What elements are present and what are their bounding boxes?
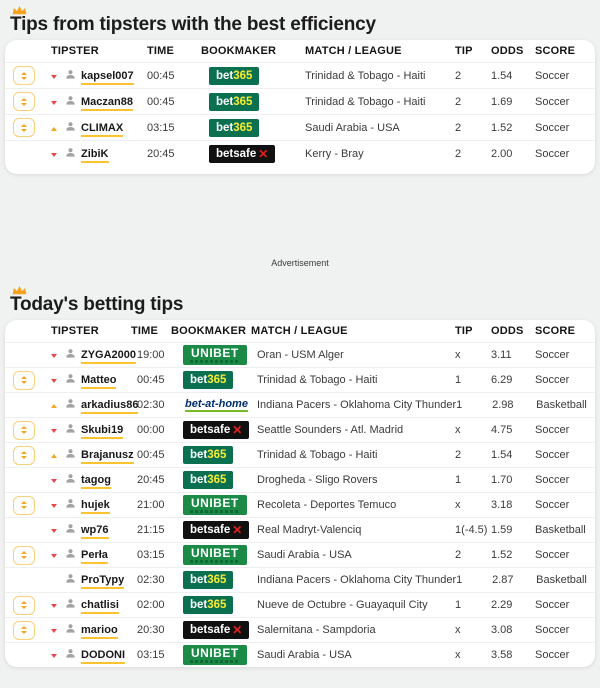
match-time: 20:45 [137, 474, 165, 486]
tip-value: 2 [455, 449, 462, 461]
bookmaker-logo[interactable]: bet 365 [209, 119, 259, 137]
bookmaker-logo[interactable]: UNIBET [183, 345, 247, 365]
tip-value: 2 [455, 69, 462, 82]
trend-icon [51, 479, 57, 483]
bookmaker-logo[interactable]: bet 365 [183, 596, 233, 614]
match-time: 02:30 [137, 399, 165, 411]
bookmaker-logo[interactable]: bet 365 [209, 67, 259, 85]
match-name: Seattle Sounders - Atl. Madrid [257, 424, 404, 436]
bookmaker-logo[interactable]: bet-at-home [185, 398, 248, 410]
col-odds: ODDS [491, 325, 524, 337]
best-section-header [10, 6, 595, 36]
promote-badge[interactable] [13, 421, 35, 440]
match-name: Indiana Pacers - Oklahoma City Thunder [257, 574, 457, 586]
match-name: Recoleta - Deportes Temuco [257, 499, 397, 511]
table-row[interactable] [5, 392, 595, 417]
tip-value: 1 [456, 399, 463, 411]
trend-icon [51, 529, 57, 533]
tipster-link[interactable]: Matteo [81, 374, 116, 389]
match-time: 20:45 [147, 147, 175, 160]
bookmaker-logo[interactable]: UNIBET [183, 495, 247, 515]
today-section-title: Today's betting tips [10, 294, 184, 315]
match-name: Saudi Arabia - USA [257, 649, 352, 661]
col-bookmaker: BOOKMAKER [201, 45, 277, 57]
trend-icon [51, 429, 57, 433]
match-time: 00:45 [147, 69, 175, 82]
match-time: 00:00 [137, 424, 165, 436]
table-row[interactable] [5, 442, 595, 467]
bookmaker-logo[interactable]: UNIBET [183, 645, 247, 665]
tip-value: 1 [455, 474, 462, 486]
match-name: Trinidad & Tobago - Haiti [305, 95, 426, 108]
sport-label: Soccer [535, 349, 570, 361]
match-time: 00:45 [137, 449, 165, 461]
tip-value: x [455, 624, 461, 636]
sport-label: Basketball [536, 574, 587, 586]
match-time: 00:45 [137, 374, 165, 386]
odds-value: 3.08 [491, 624, 513, 636]
tipster-link[interactable]: kapsel007 [81, 70, 134, 85]
sport-label: Basketball [536, 399, 587, 411]
tipster-link[interactable]: arkadius86 [81, 399, 138, 414]
match-time: 03:15 [147, 121, 175, 134]
best-tips-table [5, 40, 595, 174]
bookmaker-logo[interactable]: bet 365 [183, 571, 233, 589]
sport-label: Soccer [535, 599, 570, 611]
user-icon [65, 573, 76, 584]
bookmaker-logo[interactable]: bet 365 [209, 93, 259, 111]
user-icon [65, 648, 76, 659]
col-score: SCORE [535, 325, 576, 337]
match-time: 03:15 [137, 649, 165, 661]
tipster-link[interactable]: Brajanusz [81, 449, 134, 464]
match-name: Nueve de Octubre - Guayaquil City [257, 599, 428, 611]
match-name: Oran - USM Alger [257, 349, 344, 361]
sport-label: Soccer [535, 95, 570, 108]
table-header [5, 40, 595, 62]
promote-badge[interactable] [13, 621, 35, 640]
sport-label: Soccer [535, 449, 570, 461]
sport-label: Soccer [535, 424, 570, 436]
match-time: 00:45 [147, 95, 175, 108]
odds-value: 2.00 [491, 147, 513, 160]
col-tipster: TIPSTER [51, 45, 99, 57]
col-match: MATCH / LEAGUE [251, 325, 348, 337]
table-header [5, 320, 595, 342]
trend-icon [51, 629, 57, 633]
tip-value: 1(-4.5) [455, 524, 488, 536]
odds-value: 2.87 [492, 574, 514, 586]
tipster-link[interactable]: tagog [81, 474, 111, 489]
trend-icon [51, 354, 57, 358]
table-row[interactable] [5, 467, 595, 492]
match-name: Trinidad & Tobago - Haiti [257, 449, 378, 461]
today-tips-table [5, 320, 595, 667]
match-time: 21:15 [137, 524, 165, 536]
col-tipster: TIPSTER [51, 325, 99, 337]
col-tip: TIP [455, 325, 473, 337]
match-name: Drogheda - Sligo Rovers [257, 474, 378, 486]
tip-value: 1 [455, 599, 462, 611]
user-icon [65, 398, 76, 409]
bookmaker-logo[interactable]: betsafe ✕ [183, 521, 249, 539]
sport-label: Soccer [535, 549, 570, 561]
advertisement-label: Advertisement [271, 258, 329, 268]
user-icon [65, 348, 76, 359]
table-row[interactable] [5, 367, 595, 392]
match-time: 19:00 [137, 349, 165, 361]
bookmaker-logo[interactable]: betsafe ✕ [209, 145, 275, 163]
table-row[interactable] [5, 517, 595, 542]
col-time: TIME [147, 45, 175, 57]
trend-icon [51, 101, 57, 105]
bookmaker-logo[interactable]: bet 365 [183, 471, 233, 489]
bookmaker-logo[interactable]: bet 365 [183, 371, 233, 389]
odds-value: 3.11 [491, 349, 512, 361]
today-section-header [10, 286, 595, 316]
sport-label: Soccer [535, 147, 570, 160]
table-row[interactable] [5, 492, 595, 517]
table-row[interactable] [5, 62, 595, 88]
tipster-link[interactable]: chatlisi [81, 599, 119, 614]
match-time: 20:30 [137, 624, 165, 636]
user-icon [65, 147, 76, 158]
tip-value: 2 [455, 147, 462, 160]
odds-value: 1.70 [491, 474, 513, 486]
promote-badge[interactable] [13, 118, 35, 137]
tipster-link[interactable]: Skubi19 [81, 424, 123, 439]
odds-value: 1.52 [491, 121, 513, 134]
tipster-link[interactable]: ZYGA2000 [81, 349, 136, 364]
tip-value: x [455, 349, 461, 361]
user-icon [65, 373, 76, 384]
promote-badge[interactable] [13, 446, 35, 465]
odds-value: 1.69 [491, 95, 513, 108]
tipster-link[interactable]: ZibiK [81, 148, 109, 163]
col-odds: ODDS [491, 45, 524, 57]
sport-label: Soccer [535, 624, 570, 636]
tip-value: 2 [455, 121, 462, 134]
best-section-title: Tips from tipsters with the best efficiency [10, 14, 376, 35]
trend-icon [51, 379, 57, 383]
tip-value: x [455, 499, 461, 511]
odds-value: 1.52 [491, 549, 513, 561]
trend-icon [51, 75, 57, 79]
match-time: 03:15 [137, 549, 165, 561]
tip-value: 2 [455, 95, 462, 108]
match-name: Trinidad & Tobago - Haiti [257, 374, 378, 386]
match-time: 02:00 [137, 599, 165, 611]
odds-value: 1.54 [491, 449, 513, 461]
table-row[interactable] [5, 592, 595, 617]
promote-badge[interactable] [13, 546, 35, 565]
sport-label: Soccer [535, 374, 570, 386]
tip-value: 1 [456, 574, 463, 586]
tip-value: 1 [455, 374, 462, 386]
odds-value: 2.98 [492, 399, 514, 411]
promote-badge[interactable] [13, 66, 35, 85]
odds-value: 3.58 [491, 649, 513, 661]
table-row[interactable] [5, 417, 595, 442]
table-row[interactable] [5, 567, 595, 592]
odds-value: 3.18 [491, 499, 513, 511]
col-match: MATCH / LEAGUE [305, 45, 402, 57]
sport-label: Soccer [535, 474, 570, 486]
col-bookmaker: BOOKMAKER [171, 325, 247, 337]
table-row[interactable] [5, 88, 595, 114]
bookmaker-logo[interactable]: betsafe ✕ [183, 421, 249, 439]
promote-badge[interactable] [13, 496, 35, 515]
table-row[interactable] [5, 642, 595, 667]
match-name: Indiana Pacers - Oklahoma City Thunder [257, 399, 457, 411]
match-name: Salernitana - Sampdoria [257, 624, 376, 636]
user-icon [65, 69, 76, 80]
promote-badge[interactable] [13, 371, 35, 390]
tip-value: x [455, 424, 461, 436]
user-icon [65, 95, 76, 106]
tip-value: 2 [455, 549, 462, 561]
trend-icon [51, 504, 57, 508]
col-tip: TIP [455, 45, 473, 57]
trend-icon [51, 127, 57, 131]
user-icon [65, 498, 76, 509]
table-row[interactable] [5, 114, 595, 140]
table-row[interactable] [5, 342, 595, 367]
col-score: SCORE [535, 45, 576, 57]
user-icon [65, 548, 76, 559]
match-name: Trinidad & Tobago - Haiti [305, 69, 426, 82]
promote-badge[interactable] [13, 596, 35, 615]
tipster-link[interactable]: marioo [81, 624, 118, 639]
bookmaker-logo[interactable]: betsafe ✕ [183, 621, 249, 639]
match-name: Kerry - Bray [305, 147, 364, 160]
sport-label: Soccer [535, 649, 570, 661]
table-row[interactable] [5, 617, 595, 642]
bookmaker-logo[interactable]: bet 365 [183, 446, 233, 464]
promote-badge[interactable] [13, 92, 35, 111]
sport-label: Soccer [535, 121, 570, 134]
odds-value: 1.59 [491, 524, 513, 536]
trend-icon [51, 654, 57, 658]
user-icon [65, 523, 76, 534]
match-name: Saudi Arabia - USA [305, 121, 400, 134]
match-name: Saudi Arabia - USA [257, 549, 352, 561]
sport-label: Soccer [535, 69, 570, 82]
tipster-link[interactable]: wp76 [81, 524, 109, 539]
trend-icon [51, 604, 57, 608]
match-time: 02:30 [137, 574, 165, 586]
user-icon [65, 598, 76, 609]
user-icon [65, 423, 76, 434]
tipster-link[interactable]: ProTypy [81, 574, 124, 589]
trend-icon [51, 554, 57, 558]
tipster-link[interactable]: hujek [81, 499, 110, 514]
trend-icon [51, 404, 57, 408]
tip-value: x [455, 649, 461, 661]
match-time: 21:00 [137, 499, 165, 511]
match-name: Real Madryt-Valenciq [257, 524, 362, 536]
table-row[interactable] [5, 140, 595, 166]
odds-value: 4.75 [491, 424, 513, 436]
user-icon [65, 121, 76, 132]
tipster-link[interactable]: DODONI [81, 649, 125, 664]
odds-value: 1.54 [491, 69, 513, 82]
user-icon [65, 623, 76, 634]
trend-icon [51, 153, 57, 157]
tipster-link[interactable]: Maczan88 [81, 96, 133, 111]
trend-icon [51, 454, 57, 458]
sport-label: Soccer [535, 499, 570, 511]
bookmaker-logo[interactable]: UNIBET [183, 545, 247, 565]
tipster-link[interactable]: CLIMAX [81, 122, 123, 137]
odds-value: 6.29 [491, 374, 513, 386]
odds-value: 2.29 [491, 599, 513, 611]
col-time: TIME [131, 325, 159, 337]
tipster-link[interactable]: Perła [81, 549, 108, 564]
table-row[interactable] [5, 542, 595, 567]
user-icon [65, 448, 76, 459]
user-icon [65, 473, 76, 484]
sport-label: Basketball [535, 524, 586, 536]
